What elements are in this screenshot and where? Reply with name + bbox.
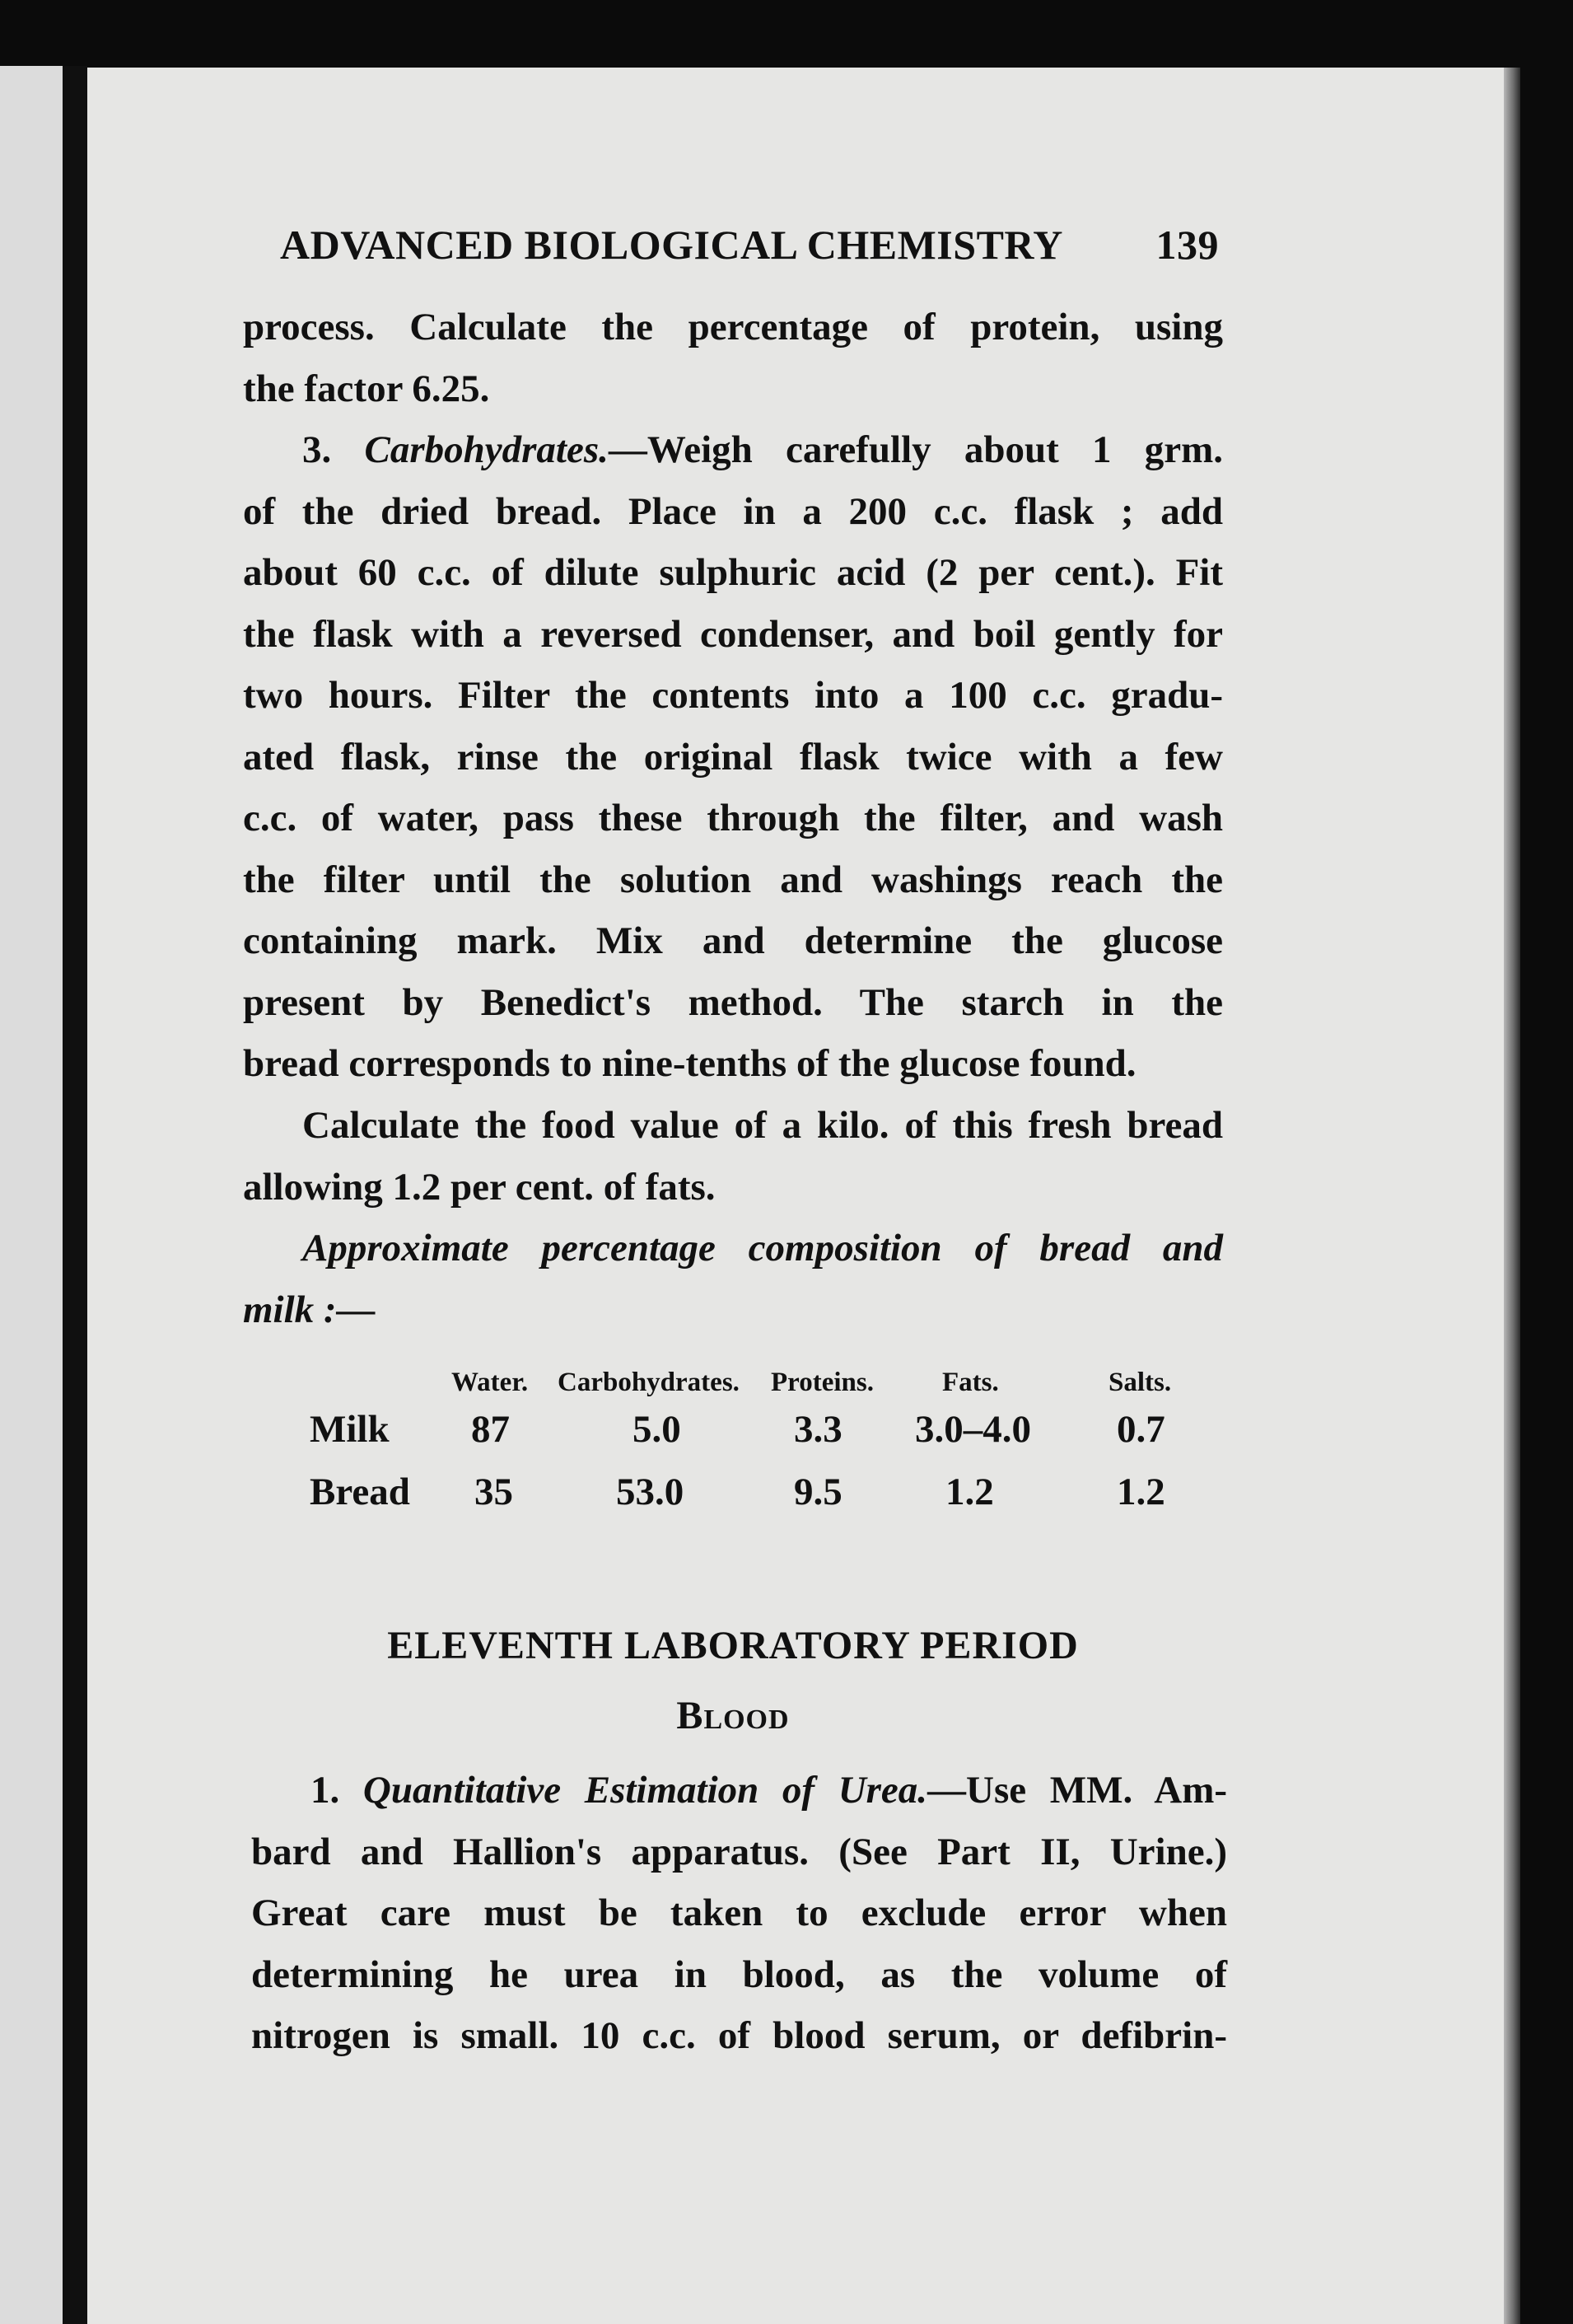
text-line: ated flask, rinse the original flask twice with a few [243, 735, 1223, 779]
column-header-fats: Fats. [942, 1368, 999, 1397]
text-line: the filter until the solution and washings reach the [243, 858, 1223, 901]
text-line: bread corresponds to nine-tenths of the glucose found. [243, 1042, 1137, 1085]
running-head-title: ADVANCED BIOLOGICAL CHEMISTRY [280, 222, 1063, 268]
column-header-water: Water. [451, 1368, 529, 1397]
item-heading: Quantitative Estimation of Urea. [362, 1769, 928, 1812]
text-line: containing mark. Mix and determine the glucose [243, 919, 1223, 962]
table-row-milk [310, 1407, 1199, 1470]
table-cell: 53.0 [616, 1471, 684, 1513]
text-line [251, 1760, 1227, 1821]
page-number: 139 [1155, 222, 1219, 268]
paragraph-carbohydrates [243, 419, 1223, 1095]
column-header-proteins: Proteins. [771, 1368, 874, 1397]
table-cell: 9.5 [794, 1471, 843, 1513]
text-line: of the dried bread. Place in a 200 c.c. flask ; add [243, 489, 1223, 533]
table-header-row [310, 1368, 1199, 1407]
adjacent-page-strip [0, 66, 63, 2324]
text-line: bard and Hallion's apparatus. (See Part II, Urine.) [251, 1830, 1227, 1873]
running-head [280, 221, 1219, 269]
row-label: Milk [310, 1408, 390, 1451]
text-line: present by Benedict's method. The starch in the [243, 980, 1223, 1024]
table-cell: 0.7 [1117, 1408, 1165, 1451]
text-line [243, 419, 1223, 481]
table-row-bread [310, 1470, 1199, 1532]
table-cell: 35 [474, 1471, 513, 1513]
item-number: 1. [310, 1769, 340, 1812]
paragraph-urea [251, 1760, 1227, 2067]
composition-table [310, 1368, 1199, 1532]
row-label: Bread [310, 1471, 410, 1513]
paragraph-food-value [243, 1095, 1223, 1218]
table-cell: 3.3 [794, 1408, 843, 1451]
text-line: Approximate percentage composition of bread and [302, 1227, 1223, 1270]
text-line: allowing 1.2 per cent. of fats. [243, 1165, 716, 1209]
binding-shadow [63, 66, 87, 2324]
paragraph-protein [243, 297, 1223, 419]
table-cell: 5.0 [632, 1408, 681, 1451]
table-cell: 3.0–4.0 [915, 1408, 1031, 1451]
text-line: process. Calculate the percentage of protein, using [243, 306, 1223, 348]
text-line: two hours. Filter the contents into a 100 c.c. gradu- [243, 674, 1223, 717]
table-cell: 87 [471, 1408, 510, 1451]
text-line: the flask with a reversed condenser, and boil gently for [243, 612, 1223, 656]
item-number: 3. [302, 428, 332, 471]
page-edge [1504, 68, 1520, 2324]
table-caption [243, 1218, 1223, 1340]
table-cell: 1.2 [945, 1471, 994, 1513]
column-header-carbohydrates: Carbohydrates. [558, 1368, 740, 1397]
text-run: —Weigh carefully about 1 grm. [608, 428, 1224, 471]
text-line: c.c. of water, pass these through the filter, and wash [243, 797, 1223, 839]
text-line: the factor 6.25. [243, 367, 490, 410]
item-heading: Carbohydrates. [364, 428, 609, 471]
text-line: Great care must be taken to exclude error when [251, 1891, 1227, 1934]
text-run: —Use MM. Am- [927, 1769, 1228, 1812]
table-cell: 1.2 [1117, 1471, 1165, 1513]
section-subtitle: Blood [676, 1694, 790, 1737]
text-line: Calculate the food value of a kilo. of this fresh bread [302, 1104, 1223, 1147]
text-line: determining he urea in blood, as the volume of [251, 1952, 1227, 1996]
text-line: about 60 c.c. of dilute sulphuric acid (2 per cent.). Fit [243, 551, 1223, 594]
text-line: milk :— [243, 1288, 376, 1331]
section-title: ELEVENTH LABORATORY PERIOD [387, 1624, 1079, 1667]
text-line: nitrogen is small. 10 c.c. of blood serum, or defibrin- [251, 2014, 1227, 2057]
column-header-salts: Salts. [1109, 1368, 1172, 1397]
